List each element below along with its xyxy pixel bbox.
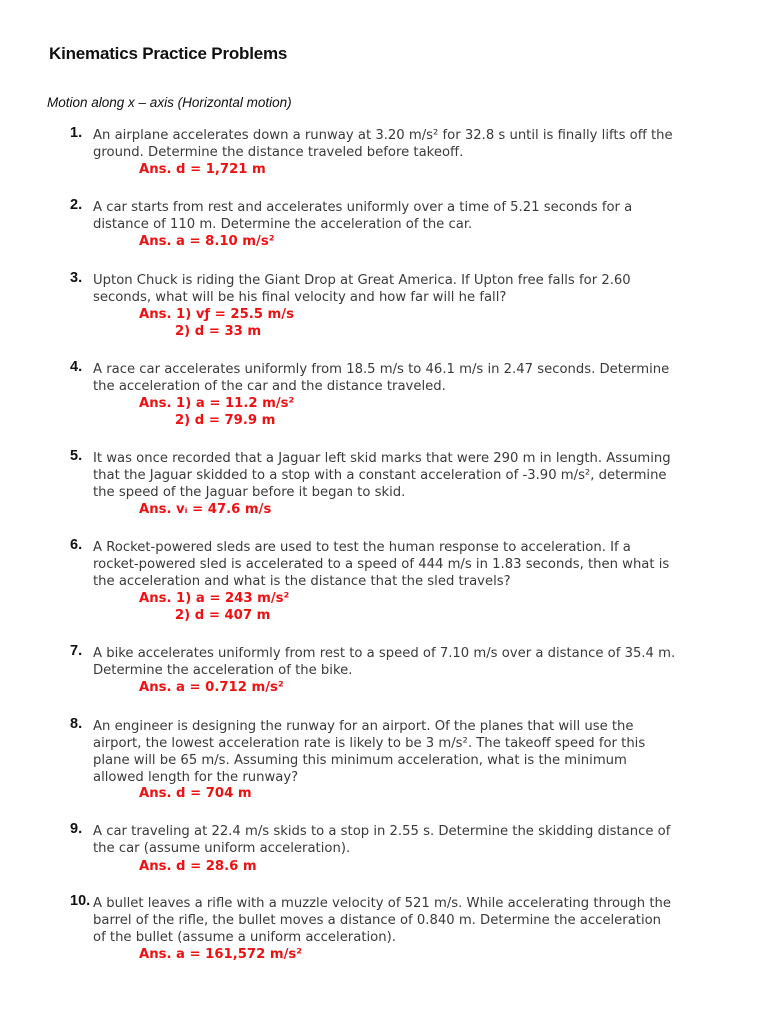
problem-number: 5. [70, 448, 83, 464]
problem-text: A Rocket-powered sleds are used to test the human response to acceleration. If a rocket-powered sled is accelerated to a speed of 444 m/s in 1.83 seconds, then what is the acceleration and what is the distance that the sled travels? [93, 540, 670, 589]
answer-block [139, 306, 294, 340]
problem-number: 6. [70, 537, 83, 553]
answer-line: Ans. d = 704 m [139, 786, 252, 801]
problem-text: A bike accelerates uniformly from rest to a speed of 7.10 m/s over a distance of 35.4 m. Determine the acceleration of the bike. [93, 646, 676, 678]
problem-text: A car starts from rest and accelerates uniformly over a time of 5.21 seconds for a distance of 110 m. Determine the acceleration of the car. [93, 200, 633, 232]
problem-text: An airplane accelerates down a runway at 3.20 m/s² for 32.8 s until is finally lifts off the ground. Determine the distance traveled before takeoff. [93, 128, 673, 160]
answer-block [139, 946, 302, 963]
problem-number: 1. [70, 125, 83, 141]
answer-block [139, 233, 275, 250]
answer-line: Ans. 1) a = 243 m/s² [139, 591, 290, 606]
problem-number: 4. [70, 359, 83, 375]
problem-number: 9. [70, 821, 83, 837]
answer-line: Ans. a = 161,572 m/s² [139, 947, 303, 962]
answer-line: 2) d = 33 m [175, 324, 262, 339]
answer-line: Ans. vᵢ = 47.6 m/s [139, 502, 272, 517]
answer-block [139, 395, 294, 429]
answer-block [139, 161, 266, 178]
answer-block [139, 858, 257, 875]
answer-block [139, 590, 289, 624]
problem-number: 8. [70, 716, 83, 732]
answer-line: 2) d = 79.9 m [175, 413, 276, 428]
section-heading: Motion along x – axis (Horizontal motion) [47, 95, 292, 110]
answer-line: Ans. d = 28.6 m [139, 859, 257, 874]
answer-line: Ans. 1) vƒ = 25.5 m/s [139, 307, 294, 322]
problem-number: 7. [70, 643, 83, 659]
problem-text: An engineer is designing the runway for an airport. Of the planes that will use the airport, the lowest acceleration rate is likely to be 3 m/s². The takeoff speed for this plane will be 65 m/s. Assuming this minimum acceleration, what is the minimum allowed length for the runway? [93, 719, 646, 785]
answer-block [139, 785, 252, 802]
problem-text: A race car accelerates uniformly from 18.5 m/s to 46.1 m/s in 2.47 seconds. Determine the acceleration of the car and the distance traveled. [93, 362, 670, 394]
answer-block [139, 679, 284, 696]
problem-text: A car traveling at 22.4 m/s skids to a stop in 2.55 s. Determine the skidding distance of the car (assume uniform acceleration). [93, 824, 671, 856]
answer-line: Ans. a = 8.10 m/s² [139, 234, 275, 249]
answer-line: Ans. d = 1,721 m [139, 162, 266, 177]
answer-block [139, 501, 271, 518]
problem-number: 3. [70, 270, 83, 286]
answer-line: Ans. a = 0.712 m/s² [139, 680, 284, 695]
problem-number: 2. [70, 197, 83, 213]
problem-text: A bullet leaves a rifle with a muzzle velocity of 521 m/s. While accelerating through the barrel of the rifle, the bullet moves a distance of 0.840 m. Determine the acceleration of the bullet (assume a uniform acceleration). [93, 896, 671, 945]
problem-text: Upton Chuck is riding the Giant Drop at Great America. If Upton free falls for 2.60 seconds, what will be his final velocity and how far will he fall? [93, 273, 631, 305]
answer-line: 2) d = 407 m [175, 608, 271, 623]
answer-line: Ans. 1) a = 11.2 m/s² [139, 396, 295, 411]
problem-number: 10. [70, 893, 91, 909]
problem-text: It was once recorded that a Jaguar left skid marks that were 290 m in length. Assuming that the Jaguar skidded to a stop with a constant acceleration of -3.90 m/s², determine the speed of the Jaguar before it began to skid. [93, 451, 671, 500]
page-title: Kinematics Practice Problems [49, 44, 288, 63]
